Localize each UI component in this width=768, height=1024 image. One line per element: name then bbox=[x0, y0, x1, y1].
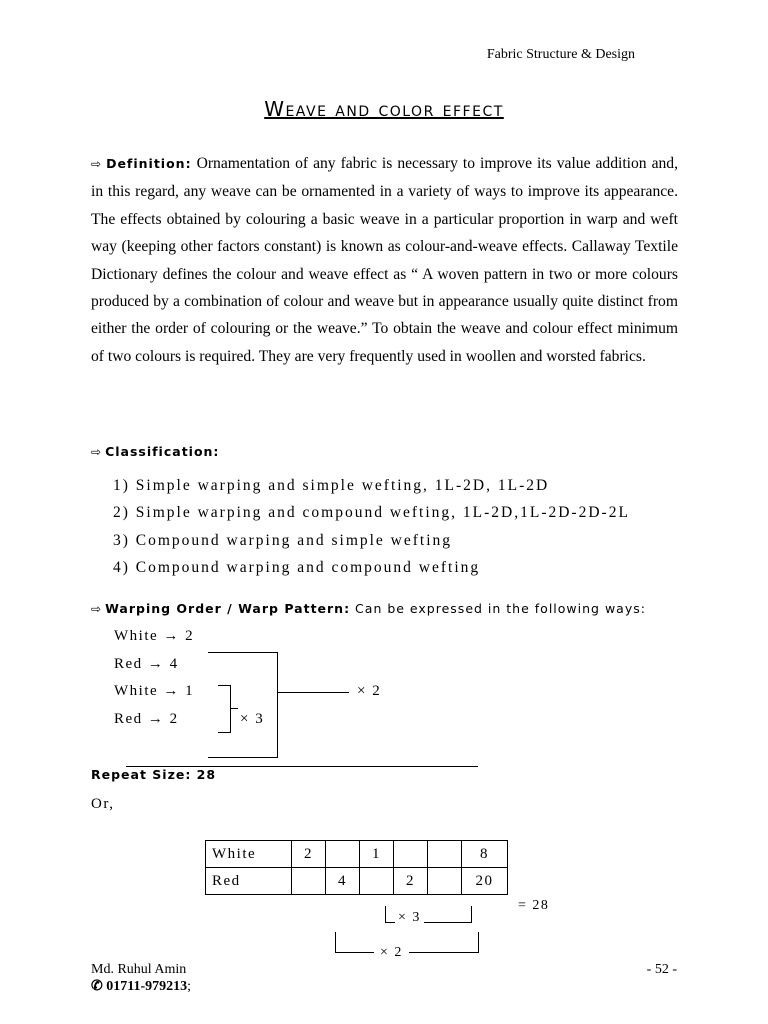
list-item: 1) Simple warping and simple wefting, 1L-2D, 1L-2D bbox=[113, 477, 550, 494]
outer-bracket-tick bbox=[277, 692, 349, 693]
repeat-size: Repeat Size: 28 bbox=[91, 767, 217, 782]
table-cell bbox=[394, 841, 428, 868]
table-cell bbox=[292, 868, 326, 895]
table-cell: 2 bbox=[292, 841, 326, 868]
table-cell bbox=[428, 868, 462, 895]
footer-phone bbox=[91, 978, 191, 995]
warp-line: Red → 4 bbox=[114, 656, 179, 672]
table-cell: 2 bbox=[394, 868, 428, 895]
classification-label: Classification: bbox=[105, 444, 220, 459]
running-header: Fabric Structure & Design bbox=[486, 47, 635, 62]
table-cell bbox=[428, 841, 462, 868]
warping-order-text: Can be expressed in the following ways: bbox=[350, 601, 646, 616]
classification-heading bbox=[91, 443, 219, 461]
table-row bbox=[206, 868, 508, 895]
arrow-icon: ⇨ bbox=[91, 445, 102, 459]
list-item: 3) Compound warping and simple wefting bbox=[113, 531, 453, 549]
row-label: Red bbox=[206, 868, 292, 895]
warping-order-heading bbox=[91, 600, 646, 618]
outer-multiplier: × 2 bbox=[357, 683, 382, 699]
table-cell: 4 bbox=[326, 868, 360, 895]
table-cell bbox=[360, 868, 394, 895]
arrow-icon: ⇨ bbox=[91, 157, 102, 171]
page-title: Weave and color effect bbox=[264, 97, 504, 121]
table-cell bbox=[326, 841, 360, 868]
page-number: - 52 - bbox=[646, 962, 677, 977]
list-item: 2) Simple warping and compound wefting, 1L-2D,1L-2D-2D-2L bbox=[113, 504, 630, 522]
footer-author: Md. Ruhul Amin bbox=[91, 962, 187, 977]
table-inner-multiplier: × 3 bbox=[395, 910, 424, 926]
table-total: 20 bbox=[462, 868, 508, 895]
table-total: 8 bbox=[462, 841, 508, 868]
definition-paragraph bbox=[91, 150, 678, 370]
inner-multiplier: × 3 bbox=[240, 711, 265, 727]
table-outer-multiplier: × 2 bbox=[374, 945, 409, 961]
phone-icon: ✆ bbox=[91, 979, 103, 994]
warp-line: White → 2 bbox=[114, 628, 195, 644]
row-label: White bbox=[206, 841, 292, 868]
warp-order-table bbox=[205, 840, 508, 895]
phone-suffix: ; bbox=[187, 979, 192, 994]
warp-line: Red → 2 bbox=[114, 711, 179, 727]
list-item: 4) Compound warping and compound wefting bbox=[113, 558, 481, 576]
phone-number: 01711-979213 bbox=[106, 979, 188, 994]
warp-line: White → 1 bbox=[114, 683, 195, 699]
table-cell: 1 bbox=[360, 841, 394, 868]
definition-text: Ornamentation of any fabric is necessary to improve its value addition and, in this regard, any weave can be ornamented in a variety of ways to improve its appearance. The effects obtained by colouring a basic weave in a particular proportion in warp and weft way (keeping other factors constant) is known as colour-and-weave effects. Callaway Textile Dictionary defines the colour and weave effect as “ A woven pattern in two or more colours produced by a combination of colour and weave but in appearance usually quite distinct from either the order of colouring or the weave.” To obtain the weave and colour effect minimum of two colours is required. They are very frequently used in woollen and worsted fabrics. bbox=[91, 155, 678, 365]
table-sum: = 28 bbox=[518, 898, 550, 913]
arrow-icon: ⇨ bbox=[91, 602, 102, 616]
classification-list bbox=[113, 472, 630, 581]
or-text: Or, bbox=[91, 796, 115, 812]
outer-bracket bbox=[208, 652, 278, 758]
table-row bbox=[206, 841, 508, 868]
warping-order-label: Warping Order / Warp Pattern: bbox=[105, 601, 351, 616]
definition-label: Definition: bbox=[106, 156, 192, 171]
